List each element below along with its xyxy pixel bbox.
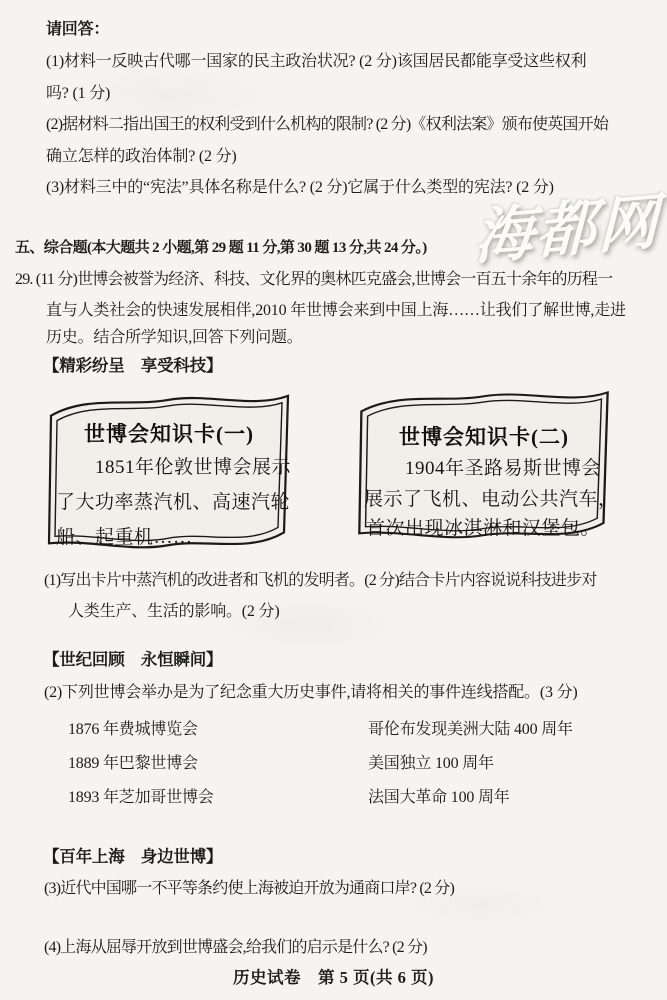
expo-knowledge-card-1 (41, 386, 297, 568)
match-right-item-3: 法国大革命 100 周年 (368, 789, 510, 806)
q29-sub1-line-1: (1)写出卡片中蒸汽机的改进者和飞机的发明者。(2 分)结合卡片内容说说科技进步对 (44, 572, 597, 589)
match-right-item-2: 美国独立 100 周年 (368, 755, 494, 772)
bracket-heading-century: 【世纪回顾 永恒瞬间】 (43, 650, 223, 669)
card-2-line-1: 1904年圣路易斯世博会 (405, 458, 602, 479)
question-2-line-2: 确立怎样的政治体制? (2 分) (46, 148, 237, 165)
q29-sub4-line: (4)上海从屈辱开放到世博盛会,给我们的启示是什么? (2 分) (44, 939, 427, 956)
q29-intro-line-3: 历史。结合所学知识,回答下列问题。 (46, 329, 303, 346)
q29-sub3-line: (3)近代中国哪一不平等条约使上海被迫开放为通商口岸? (2 分) (44, 880, 455, 897)
match-left-item-1: 1876 年费城博览会 (68, 721, 198, 738)
match-right-item-1: 哥伦布发现美洲大陆 400 周年 (368, 721, 573, 738)
match-left-item-2: 1889 年巴黎世博会 (68, 755, 198, 772)
question-1-line-2: 吗? (1 分) (46, 85, 111, 102)
bracket-heading-science: 【精彩纷呈 享受科技】 (43, 356, 223, 375)
q29-sub2-line: (2)下列世博会举办是为了纪念重大历史事件,请将相关的事件连线搭配。(3 分) (44, 684, 578, 701)
card-1-title: 世博会知识卡(一) (84, 422, 254, 446)
card-1-line-1: 1851年伦敦世博会展示 (95, 457, 292, 478)
q29-sub1-line-2: 人类生产、生活的影响。(2 分) (68, 603, 280, 620)
card-2-line-3: 首次出现冰淇淋和汉堡包。 (366, 518, 601, 539)
card-1-line-3: 船、起重机…… (56, 527, 193, 548)
q29-intro-line-2: 直与人类社会的快速发展相伴,2010 年世博会来到中国上海……让我们了解世博,走进 (46, 302, 626, 319)
haidu-watermark: 海都网 (473, 188, 661, 272)
bracket-heading-shanghai: 【百年上海 身边世博】 (43, 847, 223, 866)
card-2-title: 世博会知识卡(二) (399, 425, 569, 449)
match-left-item-3: 1893 年芝加哥世博会 (68, 789, 214, 806)
expo-knowledge-card-2 (351, 383, 617, 557)
card-2-line-2: 展示了飞机、电动公共汽车， (364, 489, 618, 510)
page-footer: 历史试卷 第 5 页(共 6 页) (233, 968, 434, 987)
section-5-header: 五、综合题(本大题共 2 小题,第 29 题 11 分,第 30 题 13 分,共 24 分。) (15, 240, 427, 256)
question-3-line: (3)材料三中的“宪法”具体名称是什么? (2 分)它属于什么类型的宪法? (2 分) (46, 179, 554, 196)
answer-prompt: 请回答： (46, 21, 110, 38)
card-1-line-2: 了大功率蒸汽机、高速汽轮 (56, 492, 291, 513)
question-2-line-1: (2)据材料二指出国王的权利受到什么机构的限制? (2 分)《权利法案》颁布使英国开始 (46, 116, 609, 133)
question-1-line-1: (1)材料一反映古代哪一国家的民主政治状况? (2 分)该国居民都能享受这些权利 (46, 53, 587, 70)
q29-intro-line-1: 29. (11 分)世博会被誉为经济、科技、文化界的奥林匹克盛会,世博会一百五十余年的历程一 (15, 271, 613, 288)
